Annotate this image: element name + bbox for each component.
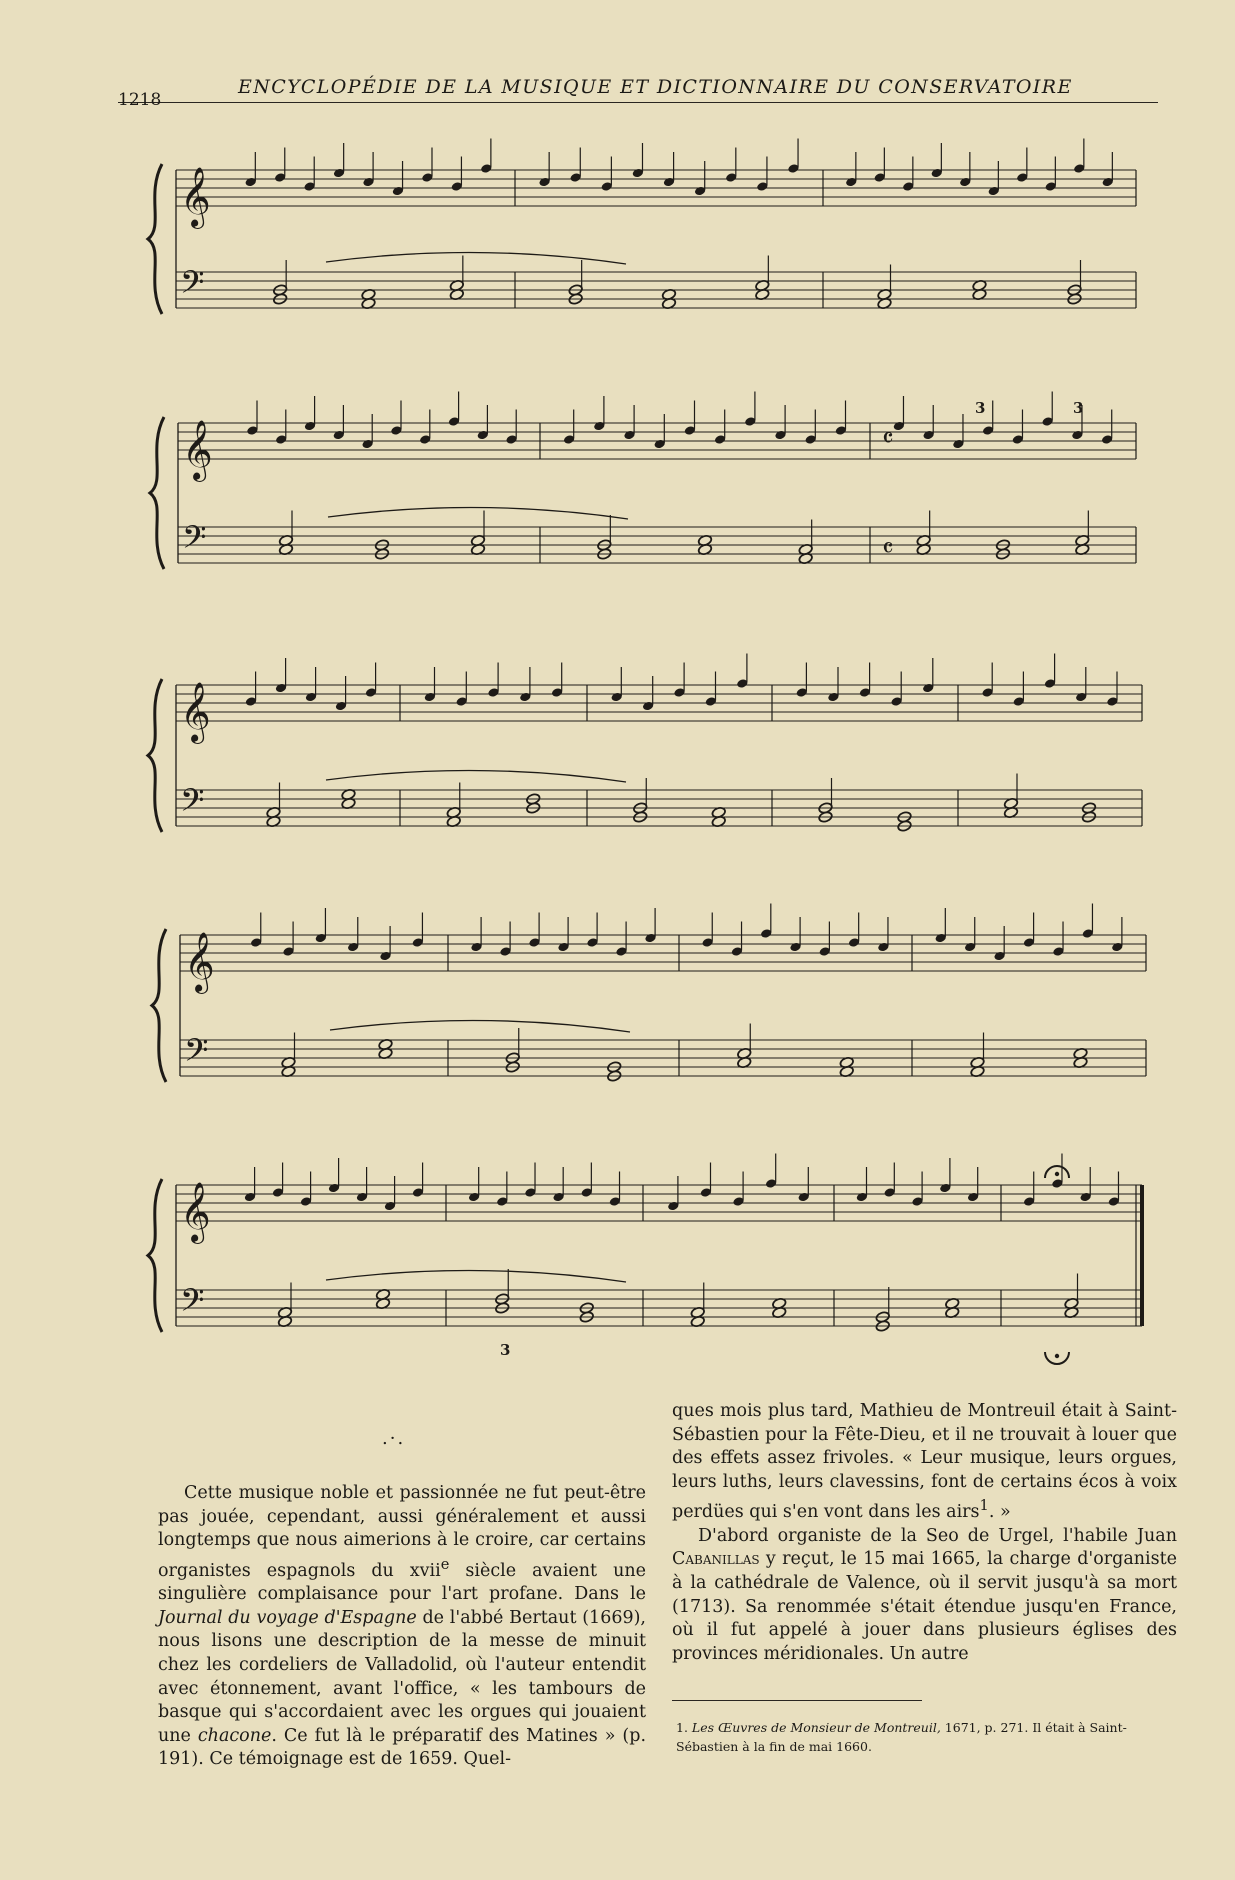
page-number: 1218 <box>118 90 162 110</box>
fermata-icon <box>1055 1172 1059 1176</box>
treble-clef-icon: 𝄞 <box>180 682 211 742</box>
common-time-icon: 𝄴 <box>882 424 894 454</box>
running-title: ENCYCLOPÉDIE DE LA MUSIQUE ET DICTIONNAIRE DU CONSERVATOIRE <box>238 76 1073 98</box>
final-bar-line <box>1140 1185 1144 1326</box>
triplet-mark: 3 <box>975 399 986 417</box>
brace <box>148 164 162 314</box>
bass-clef-icon: 𝄢 <box>184 1032 209 1076</box>
left-paragraph <box>158 1482 646 1772</box>
text-run: D'abord organiste de la Seo de Urgel, l'habile Juan <box>698 1525 1177 1546</box>
common-time-icon: 𝄴 <box>882 534 894 564</box>
brace <box>150 417 164 569</box>
person-name: Cabanillas <box>672 1549 760 1570</box>
tie <box>330 1020 630 1032</box>
treble-clef-icon: 𝄞 <box>180 167 211 227</box>
italic-term: chacone <box>197 1725 272 1746</box>
text-run: y reçut, le 15 mai 1665, la charge d'organiste à la cathédrale de Valence, où il servit jusqu'à sa mort (1713). Sa renommée s'était étendue jusqu'en France, où il fut appelé à jouer dans plusieurs églises des provinces méridionales. Un autre <box>672 1549 1177 1664</box>
tie <box>326 252 626 264</box>
text-run: Cette musique noble et passionnée ne fut peut-être pas jouée, cependant, aussi généralement et aussi longtemps que nous aimerions à le croire, car certains organistes espagnols du xvii <box>158 1483 646 1581</box>
brace <box>152 929 166 1082</box>
tie <box>326 1270 626 1282</box>
treble-clef-icon: 𝄞 <box>182 420 213 480</box>
text-run: de l'abbé Bertaut (1669), nous lisons une description de la messe de minuit chez les cordeliers de Valladolid, où l'auteur entendit avec étonnement, avant l'office, « les tambours de basque qui s'accordaient avec les orgues qui jouaient une <box>158 1607 646 1746</box>
ornament: .·. <box>382 1428 406 1449</box>
brace <box>148 1179 162 1332</box>
footnote-text: 1671, p. 271. Il était à Saint-Sébastien à la fin de mai 1660. <box>676 1720 1127 1754</box>
tie <box>328 507 628 519</box>
treble-clef-icon: 𝄞 <box>180 1182 211 1242</box>
footnote-rule <box>672 1700 922 1701</box>
footnote-title: Les Œuvres de Monsieur de Montreuil, <box>691 1720 941 1735</box>
bass-clef-icon: 𝄢 <box>180 264 205 308</box>
text-run: . Ce fut là le préparatif des Matines » (p. 191). Ce témoignage est de 1659. Quel- <box>158 1725 647 1770</box>
superscript: e <box>440 1555 450 1573</box>
triplet-mark: 3 <box>500 1341 511 1359</box>
book-title: Journal du voyage d'Espagne <box>158 1607 417 1628</box>
footnote <box>676 1718 1176 1756</box>
right-column <box>672 1400 1177 1666</box>
text-run: ques mois plus tard, Mathieu de Montreuil était à Saint-Sébastien pour la Fête-Dieu, et il ne trouvait à louer que des effets assez frivoles. « Leur musique, leurs orgues, leurs luths, leurs clavessins, font de certains écos à voix perdües qui s'en vont dans les airs <box>672 1401 1177 1523</box>
treble-clef-icon: 𝄞 <box>184 932 215 992</box>
text-run: siècle avaient une singulière complaisance pour l'art profane. Dans le <box>158 1560 646 1605</box>
right-paragraph-2 <box>672 1525 1177 1667</box>
right-paragraph-1 <box>672 1400 1177 1525</box>
bass-clef-icon: 𝄢 <box>182 519 207 563</box>
fermata-icon <box>1055 1354 1059 1358</box>
bass-clef-icon: 𝄢 <box>180 1282 205 1326</box>
footnote-ref: 1 <box>979 1497 989 1515</box>
brace <box>148 679 162 832</box>
bass-clef-icon: 𝄢 <box>180 782 205 826</box>
triplet-mark: 3 <box>1073 399 1084 417</box>
left-column <box>158 1482 646 1772</box>
text-run: . » <box>988 1502 1011 1523</box>
tie <box>326 770 626 782</box>
footnote-number: 1. <box>676 1720 688 1735</box>
